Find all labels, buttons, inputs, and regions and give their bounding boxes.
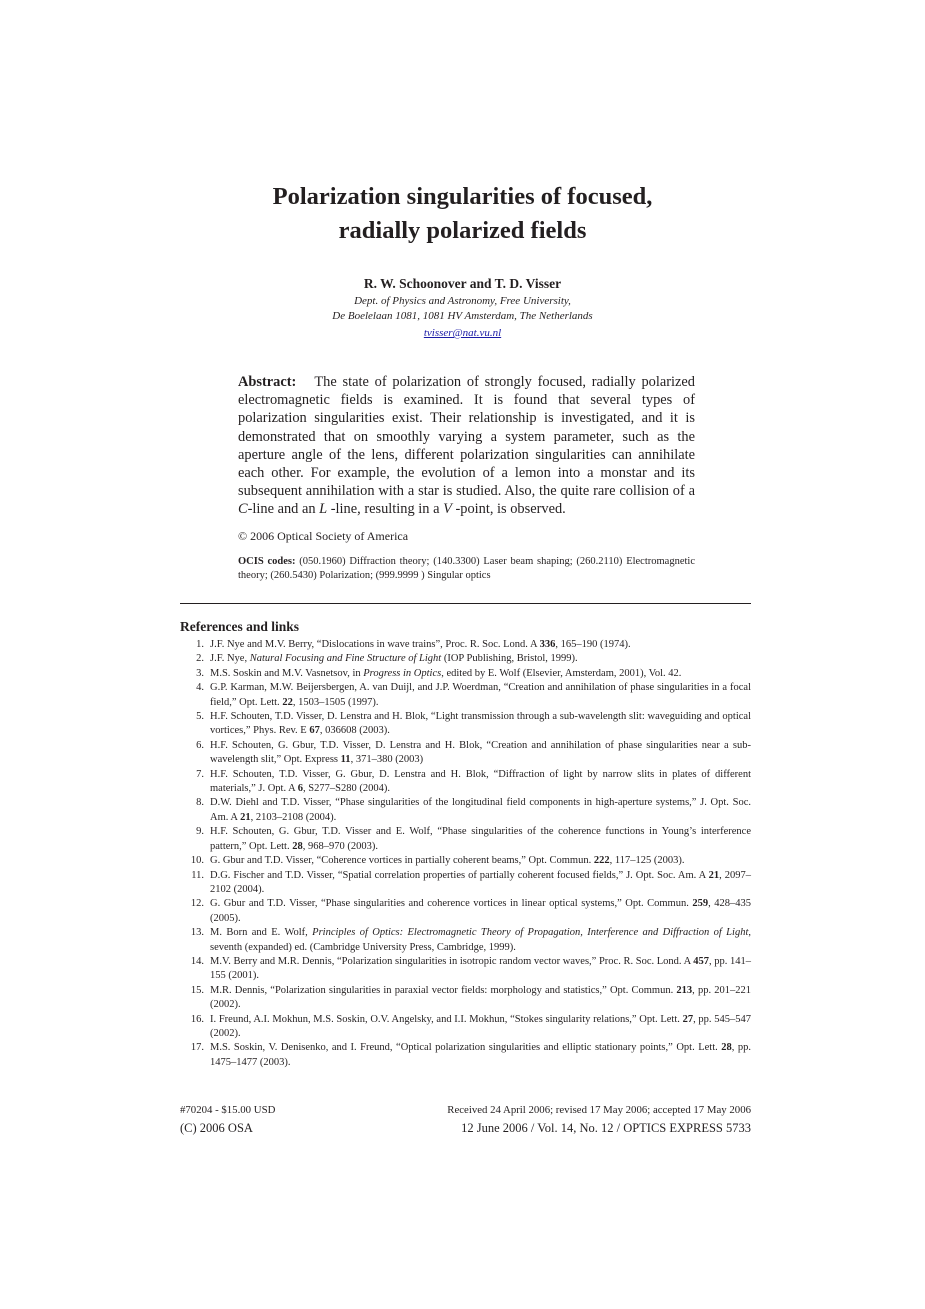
reference-item (180, 681, 751, 710)
references-list (180, 638, 751, 1070)
reference-number: 4. (196, 682, 204, 694)
reference-volume: 259 (692, 898, 709, 910)
reference-text-end: , pp. 1475–1477 (2003). (210, 1042, 752, 1068)
reference-volume: 457 (693, 955, 709, 967)
reference-text-end: , 117–125 (2003). (609, 855, 685, 867)
reference-text: H.F. Schouten, T.D. Visser, G. Gbur, D. Lenstra and H. Blok, “Diffraction of light by narrow slits in plates of different materials,” J. Opt. A (210, 768, 751, 795)
reference-item (180, 739, 751, 768)
email-line (0, 326, 925, 341)
reference-number: 2. (196, 653, 204, 665)
reference-text: M. Born and E. Wolf, (210, 927, 313, 939)
reference-number: 7. (196, 768, 204, 780)
abstract-l-symbol: L (319, 501, 328, 518)
reference-text-end: , 2103–2108 (2004). (250, 811, 337, 823)
ocis-label: OCIS codes: (238, 556, 296, 567)
reference-item (180, 667, 751, 681)
reference-item (180, 869, 751, 898)
reference-number: 1. (196, 639, 204, 650)
footer-line-2 (180, 1120, 751, 1136)
reference-number: 13. (190, 927, 204, 939)
reference-item (180, 1013, 751, 1042)
reference-number: 6. (196, 739, 204, 751)
footer-dates: Received 24 April 2006; revised 17 May 2006; accepted 17 May 2006 (447, 1104, 751, 1116)
reference-volume: 21 (240, 811, 251, 823)
reference-text: M.S. Soskin, V. Denisenko, and I. Freund, “Optical polarization singularities and elliptic stationary points,” Opt. Lett. (210, 1042, 722, 1054)
reference-item (180, 768, 751, 797)
reference-text: M.V. Berry and M.R. Dennis, “Polarization singularities in isotropic random vector waves,” Proc. R. Soc. Lond. A (210, 955, 694, 967)
reference-volume: 67 (309, 725, 320, 737)
reference-item (180, 710, 751, 739)
reference-text-end: , pp. 201–221 (2002). (210, 984, 751, 1011)
email-link[interactable]: tvisser@nat.vu.nl (423, 327, 502, 339)
reference-number: 11. (191, 869, 204, 881)
reference-text-end: , S277–S280 (2004). (303, 783, 390, 795)
references-heading: References and links (180, 619, 300, 634)
reference-number: 5. (196, 711, 204, 723)
reference-text: M.S. Soskin and M.V. Vasnetsov, in (210, 667, 364, 679)
title-line-1: Polarization singularities of focused, (272, 183, 653, 210)
copyright-notice: © 2006 Optical Society of America (238, 529, 409, 543)
footer-copyright: (C) 2006 OSA (180, 1121, 253, 1135)
reference-item (180, 984, 751, 1013)
reference-volume: 28 (721, 1042, 732, 1054)
footer-journal: 12 June 2006 / Vol. 14, No. 12 / OPTICS EXPRESS 5733 (461, 1121, 751, 1135)
reference-text-end: (IOP Publishing, Bristol, 1999). (441, 653, 578, 665)
reference-text-end: , edited by E. Wolf (Elsevier, Amsterdam, 2001), Vol. 42. (441, 667, 682, 679)
reference-text-end: , 165–190 (1974). (555, 639, 631, 650)
reference-item (180, 652, 751, 666)
affiliation-line-1: Dept. of Physics and Astronomy, Free University, (354, 295, 571, 307)
reference-item (180, 1041, 751, 1070)
reference-text-end: , 1503–1505 (1997). (292, 696, 379, 708)
reference-item (180, 796, 751, 825)
abstract-text-1: The state of polarization of strongly focused, radially polarized electromagnetic fields is examined. It is found that several types of polarization singularities exist. Their relationship is investigated, and it is demonstrated that on smoothly varying a system parameter, such as the aperture angle of the lens, different polarization singularities can annihilate each other. For example, the evolution of a lemon into a monstar and its subsequent annihilation with a star is studied. Also, the quite rare collision of a (238, 374, 695, 500)
abstract-label: Abstract: (238, 374, 297, 390)
footer-line-1 (180, 1103, 751, 1117)
authors: R. W. Schoonover and T. D. Visser (363, 276, 562, 291)
reference-volume: 21 (708, 869, 720, 881)
reference-text: D.W. Diehl and T.D. Visser, “Phase singularities of the longitudinal field components in high-aperture systems,” J. Opt. Soc. Am. A (210, 797, 751, 823)
reference-number: 3. (196, 667, 204, 679)
reference-volume: 222 (593, 855, 610, 867)
reference-volume: 213 (676, 984, 693, 996)
reference-number: 17. (190, 1042, 204, 1054)
reference-text: J.F. Nye, (210, 653, 250, 665)
abstract-text-3: -line, resulting in a (327, 501, 444, 518)
abstract-c-symbol: C (238, 501, 248, 518)
title-line-2: radially polarized fields (338, 217, 587, 244)
reference-text: H.F. Schouten, T.D. Visser, D. Lenstra and H. Blok, “Light transmission through a sub-wavelength slit: waveguiding and optical vortices,” Phys. Rev. E (210, 711, 751, 737)
reference-number: 8. (196, 797, 204, 809)
reference-text: H.F. Schouten, G. Gbur, T.D. Visser, D. Lenstra and H. Blok, “Creation and annihilation of phase singularities near a sub-wavelength slit,” Opt. Express (210, 739, 751, 766)
reference-item (180, 854, 751, 868)
reference-number: 15. (190, 984, 204, 996)
reference-number: 10. (190, 855, 204, 867)
reference-item (180, 825, 751, 854)
ocis-codes (238, 555, 695, 583)
reference-text: G. Gbur and T.D. Visser, “Coherence vortices in partially coherent beams,” Opt. Commun. (210, 855, 594, 867)
abstract-v-symbol: V (443, 501, 452, 518)
abstract (238, 373, 695, 519)
reference-text-end: , pp. 141–155 (2001). (210, 955, 752, 982)
reference-number: 14. (190, 955, 204, 967)
reference-volume: 28 (292, 840, 303, 852)
reference-volume: 11 (340, 754, 351, 766)
reference-text-end: , pp. 545–547 (2002). (210, 1013, 752, 1039)
reference-text: H.F. Schouten, G. Gbur, T.D. Visser and E. Wolf, “Phase singularities of the coherence functions in Young’s interference pattern,” Opt. Lett. (210, 826, 751, 852)
reference-text-end: , 968–970 (2003). (302, 840, 378, 852)
reference-volume: 6 (297, 783, 304, 795)
reference-item (180, 638, 751, 652)
reference-text-end: , 036608 (2003). (319, 725, 390, 737)
reference-italic-title: Natural Focusing and Fine Structure of Light (249, 653, 442, 665)
reference-text: G.P. Karman, M.W. Beijersbergen, A. van Duijl, and J.P. Woerdman, “Creation and annihilation of phase singularities in a focal field,” Opt. Lett. (210, 682, 751, 708)
reference-volume: 27 (682, 1013, 694, 1025)
abstract-text-4: -point, is observed. (451, 501, 566, 518)
section-divider (180, 603, 751, 604)
reference-item (180, 926, 751, 955)
reference-item (180, 897, 751, 926)
reference-text: J.F. Nye and M.V. Berry, “Dislocations in wave trains”, Proc. R. Soc. Lond. A (210, 639, 540, 650)
reference-text-end: , 428–435 (2005). (210, 898, 751, 924)
paper-title (0, 180, 925, 248)
reference-text: D.G. Fischer and T.D. Visser, “Spatial correlation properties of partially coherent focused fields,” J. Opt. Soc. Am. A (210, 869, 709, 881)
ocis-text: (050.1960) Diffraction theory; (140.3300) Laser beam shaping; (260.2110) Electromagnetic theory; (260.5430) Polarization; (999.9999 ) Singular optics (238, 556, 695, 582)
reference-number: 12. (190, 898, 204, 910)
abstract-text-2: -line and an (247, 501, 320, 518)
reference-volume: 22 (282, 696, 293, 708)
affiliation (0, 294, 925, 324)
reference-italic-title: Principles of Optics: Electromagnetic Theory of Propagation, Interference and Diffraction of Light (312, 927, 749, 939)
reference-italic-title: Progress in Optics (363, 667, 442, 679)
reference-item (180, 955, 751, 984)
reference-volume: 336 (539, 639, 556, 650)
reference-text-end: , 2097–2102 (2004). (210, 869, 752, 895)
affiliation-line-2: De Boelelaan 1081, 1081 HV Amsterdam, The Netherlands (332, 310, 593, 322)
reference-number: 16. (190, 1013, 204, 1025)
footer-price: #70204 - $15.00 USD (180, 1104, 276, 1116)
reference-text: G. Gbur and T.D. Visser, “Phase singularities and coherence vortices in linear optical systems,” Opt. Commun. (210, 898, 693, 910)
reference-text-end: , seventh (expanded) ed. (Cambridge University Press, Cambridge, 1999). (210, 927, 751, 953)
reference-text: I. Freund, A.I. Mokhun, M.S. Soskin, O.V. Angelsky, and I.I. Mokhun, “Stokes singularity relations,” Opt. Lett. (210, 1013, 683, 1025)
reference-text-end: , 371–380 (2003) (350, 754, 424, 766)
reference-text: M.R. Dennis, “Polarization singularities in paraxial vector fields: morphology and statistics,” Opt. Commun. (210, 984, 677, 996)
reference-number: 9. (196, 826, 204, 838)
